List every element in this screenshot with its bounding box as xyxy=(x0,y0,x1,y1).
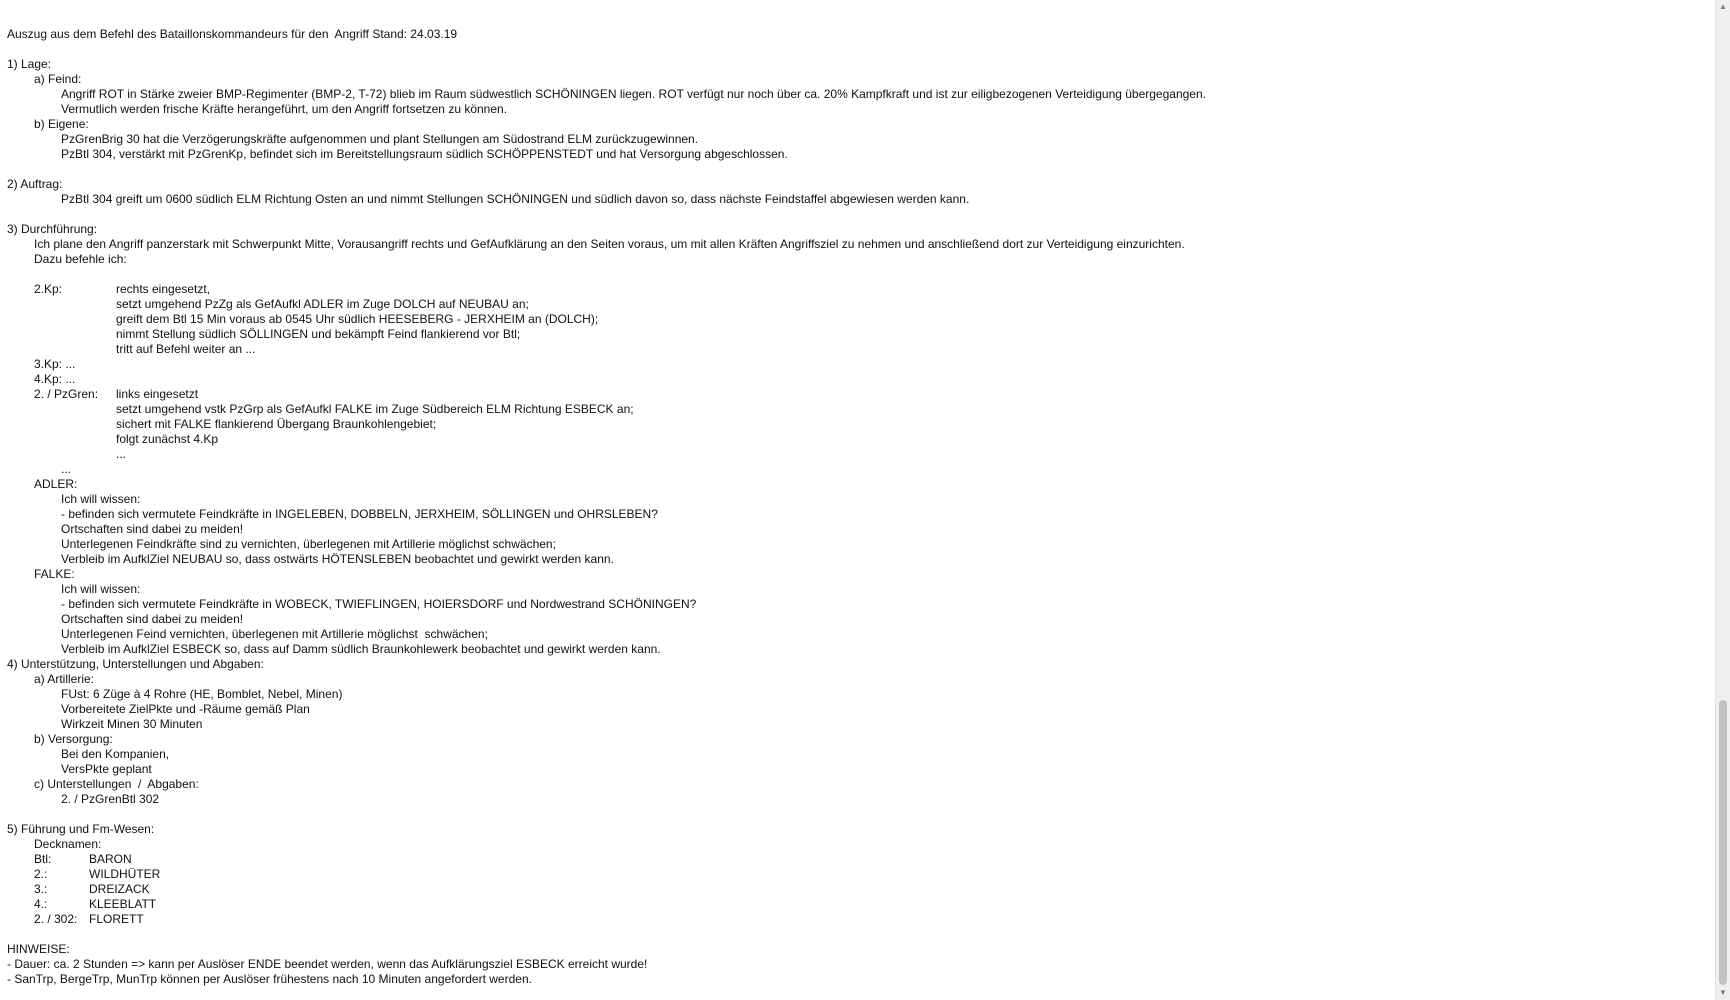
line-text: Ortschaften sind dabei zu meiden! xyxy=(61,612,244,626)
text-line xyxy=(7,612,1707,627)
line-text: Vorbereitete ZielPkte und -Räume gemäß Plan xyxy=(61,702,310,716)
line-detail: folgt zunächst 4.Kp xyxy=(116,432,219,446)
line-text: 3) Durchführung: xyxy=(7,222,98,236)
line-text: ... xyxy=(61,462,72,476)
text-line xyxy=(7,432,1707,447)
line-text: Unterlegenen Feindkräfte sind zu vernichten, überlegenen mit Artillerie möglichst schwächen; xyxy=(61,537,556,551)
text-line xyxy=(7,852,1707,867)
line-text: 4) Unterstützung, Unterstellungen und Abgaben: xyxy=(7,657,264,671)
line-text: Vermutlich werden frische Kräfte herangeführt, um den Angriff fortsetzen zu können. xyxy=(61,102,508,116)
text-line xyxy=(7,402,1707,417)
text-line xyxy=(7,687,1707,702)
line-text: - Dauer: ca. 2 Stunden => kann per Auslöser ENDE beendet werden, wenn das Aufklärungsziel ESBECK erreicht wurde! xyxy=(7,957,648,971)
text-line xyxy=(7,492,1707,507)
line-text: Ich will wissen: xyxy=(61,492,141,506)
text-line xyxy=(7,762,1707,777)
line-text: PzBtl 304, verstärkt mit PzGrenKp, befindet sich im Bereitstellungsraum südlich SCHÖPPENSTEDT und hat Versorgung abgeschlossen. xyxy=(61,147,788,161)
text-line xyxy=(7,882,1707,897)
line-text: Btl: xyxy=(34,852,52,866)
text-line xyxy=(7,177,1707,192)
text-line xyxy=(7,222,1707,237)
text-line xyxy=(7,642,1707,657)
text-line xyxy=(7,867,1707,882)
text-line xyxy=(7,672,1707,687)
text-line xyxy=(7,312,1707,327)
line-text: Unterlegenen Feind vernichten, überlegenen mit Artillerie möglichst schwächen; xyxy=(61,627,488,641)
text-line xyxy=(7,102,1707,117)
text-line xyxy=(7,957,1707,972)
text-line xyxy=(7,627,1707,642)
text-line xyxy=(7,747,1707,762)
text-line xyxy=(7,477,1707,492)
text-line xyxy=(7,537,1707,552)
line-text: PzBtl 304 greift um 0600 südlich ELM Richtung Osten an und nimmt Stellungen SCHÖNINGEN und südlich davon so, dass nächste Feindstaffel abgewiesen werden kann. xyxy=(61,192,970,206)
line-detail: rechts eingesetzt, xyxy=(116,282,211,296)
line-text: PzGrenBrig 30 hat die Verzögerungskräfte aufgenommen und plant Stellungen am Südostrand ELM zurückzugewinnen. xyxy=(61,132,699,146)
line-detail: setzt umgehend PzZg als GefAufkl ADLER im Zuge DOLCH auf NEUBAU an; xyxy=(116,297,529,311)
line-text: - befinden sich vermutete Feindkräfte in INGELEBEN, DOBBELN, JERXHEIM, SÖLLINGEN und OHRSLEBEN? xyxy=(61,507,658,521)
line-text: Ortschaften sind dabei zu meiden! xyxy=(61,522,244,536)
line-text: a) Artillerie: xyxy=(34,672,95,686)
text-line xyxy=(7,72,1707,87)
line-text: Verbleib im AufklZiel NEUBAU so, dass ostwärts HÖTENSLEBEN beobachtet und gewirkt werden kann. xyxy=(61,552,614,566)
blank-line xyxy=(7,927,1707,942)
text-line xyxy=(7,132,1707,147)
line-text: Angriff ROT in Stärke zweier BMP-Regimenter (BMP-2, T-72) blieb im Raum südwestlich SCHÖNINGEN liegen. ROT verfügt nur noch über ca. 20% Kampfkraft und ist zur eiligbezogenen Verteidigung übergegangen. xyxy=(61,87,1206,101)
line-text: HINWEISE: xyxy=(7,942,70,956)
text-line xyxy=(7,552,1707,567)
line-text: ADLER: xyxy=(34,477,78,491)
line-text: Verbleib im AufklZiel ESBECK so, dass auf Damm südlich Braunkohlewerk beobachtet und gewirkt werden kann. xyxy=(61,642,661,656)
line-text: 2.Kp: xyxy=(34,282,63,296)
line-text: VersPkte geplant xyxy=(61,762,152,776)
line-detail: DREIZACK xyxy=(89,882,150,896)
text-line xyxy=(7,462,1707,477)
line-text: 2. / 302: xyxy=(34,912,78,926)
line-text: - SanTrp, BergeTrp, MunTrp können per Auslöser frühestens nach 10 Minuten angefordert werden. xyxy=(7,972,532,986)
text-line xyxy=(7,57,1707,72)
text-line xyxy=(7,732,1707,747)
text-line xyxy=(7,837,1707,852)
line-text: 4.: xyxy=(34,897,48,911)
vertical-scrollbar[interactable] xyxy=(1715,0,1730,1000)
line-text: 3.Kp: ... xyxy=(34,357,76,371)
line-text: 4.Kp: ... xyxy=(34,372,76,386)
text-line xyxy=(7,567,1707,582)
scrollbar-thumb[interactable] xyxy=(1719,700,1727,985)
text-line xyxy=(7,282,1707,297)
text-line xyxy=(7,972,1707,987)
line-text: b) Versorgung: xyxy=(34,732,113,746)
text-line xyxy=(7,372,1707,387)
line-detail: setzt umgehend vstk PzGrp als GefAufkl FALKE im Zuge Südbereich ELM Richtung ESBECK an; xyxy=(116,402,634,416)
line-detail: nimmt Stellung südlich SÖLLINGEN und bekämpft Feind flankierend vor Btl; xyxy=(116,327,521,341)
line-text: Wirkzeit Minen 30 Minuten xyxy=(61,717,203,731)
blank-line xyxy=(7,807,1707,822)
text-line xyxy=(7,822,1707,837)
line-text: FUst: 6 Züge à 4 Rohre (HE, Bomblet, Nebel, Minen) xyxy=(61,687,343,701)
line-text: b) Eigene: xyxy=(34,117,89,131)
line-text: 3.: xyxy=(34,882,48,896)
line-text: 2. / PzGren: xyxy=(34,387,99,401)
line-text: a) Feind: xyxy=(34,72,82,86)
line-detail: WILDHÜTER xyxy=(89,867,161,881)
line-text: Bei den Kompanien, xyxy=(61,747,170,761)
text-line xyxy=(7,417,1707,432)
line-text: 5) Führung und Fm-Wesen: xyxy=(7,822,155,836)
text-line xyxy=(7,657,1707,672)
line-text: c) Unterstellungen / Abgaben: xyxy=(34,777,199,791)
text-line xyxy=(7,297,1707,312)
text-line xyxy=(7,357,1707,372)
text-line xyxy=(7,582,1707,597)
line-text: Dazu befehle ich: xyxy=(34,252,127,266)
text-line xyxy=(7,192,1707,207)
order-text xyxy=(7,57,1707,987)
line-detail: links eingesetzt xyxy=(116,387,199,401)
document-title: Auszug aus dem Befehl des Bataillonskommandeurs für den Angriff Stand: 24.03.19 xyxy=(7,27,458,41)
line-text: 1) Lage: xyxy=(7,57,52,71)
line-detail: KLEEBLATT xyxy=(89,897,157,911)
line-text: 2) Auftrag: xyxy=(7,177,63,191)
blank-line xyxy=(7,207,1707,222)
text-line xyxy=(7,237,1707,252)
text-line xyxy=(7,777,1707,792)
line-text: Ich plane den Angriff panzerstark mit Schwerpunkt Mitte, Vorausangriff rechts und GefAufklärung an den Seiten voraus, um mit allen Kräften Angriffsziel zu nehmen und anschließend dort zur Verteidigung einzurichten. xyxy=(34,237,1185,251)
line-detail: sichert mit FALKE flankierend Übergang Braunkohlengebiet; xyxy=(116,417,437,431)
text-line xyxy=(7,327,1707,342)
text-line xyxy=(7,147,1707,162)
text-line xyxy=(7,507,1707,522)
document-body xyxy=(7,27,1707,987)
line-text: Ich will wissen: xyxy=(61,582,141,596)
text-line xyxy=(7,717,1707,732)
blank-line xyxy=(7,267,1707,282)
line-detail: FLORETT xyxy=(89,912,144,926)
line-text: 2.: xyxy=(34,867,48,881)
line-detail: greift dem Btl 15 Min voraus ab 0545 Uhr südlich HEESEBERG - JERXHEIM an (DOLCH); xyxy=(116,312,599,326)
blank-line xyxy=(7,162,1707,177)
scroll-up-arrow-icon[interactable]: ▲ xyxy=(1719,2,1727,11)
line-text: 2. / PzGrenBtl 302 xyxy=(61,792,160,806)
line-detail: ... xyxy=(116,447,127,461)
text-line xyxy=(7,702,1707,717)
text-line xyxy=(7,87,1707,102)
text-line xyxy=(7,792,1707,807)
text-line xyxy=(7,447,1707,462)
line-text: FALKE: xyxy=(34,567,75,581)
scroll-down-arrow-icon[interactable]: ▼ xyxy=(1719,988,1727,997)
text-line xyxy=(7,897,1707,912)
text-line xyxy=(7,117,1707,132)
text-line xyxy=(7,342,1707,357)
text-line xyxy=(7,252,1707,267)
line-text: - befinden sich vermutete Feindkräfte in WOBECK, TWIEFLINGEN, HOIERSDORF und Nordwestrand SCHÖNINGEN? xyxy=(61,597,697,611)
text-line xyxy=(7,597,1707,612)
line-detail: BARON xyxy=(89,852,132,866)
text-line xyxy=(7,942,1707,957)
text-line xyxy=(7,387,1707,402)
line-detail: tritt auf Befehl weiter an ... xyxy=(116,342,256,356)
line-text: Decknamen: xyxy=(34,837,102,851)
text-line xyxy=(7,522,1707,537)
text-line xyxy=(7,912,1707,927)
